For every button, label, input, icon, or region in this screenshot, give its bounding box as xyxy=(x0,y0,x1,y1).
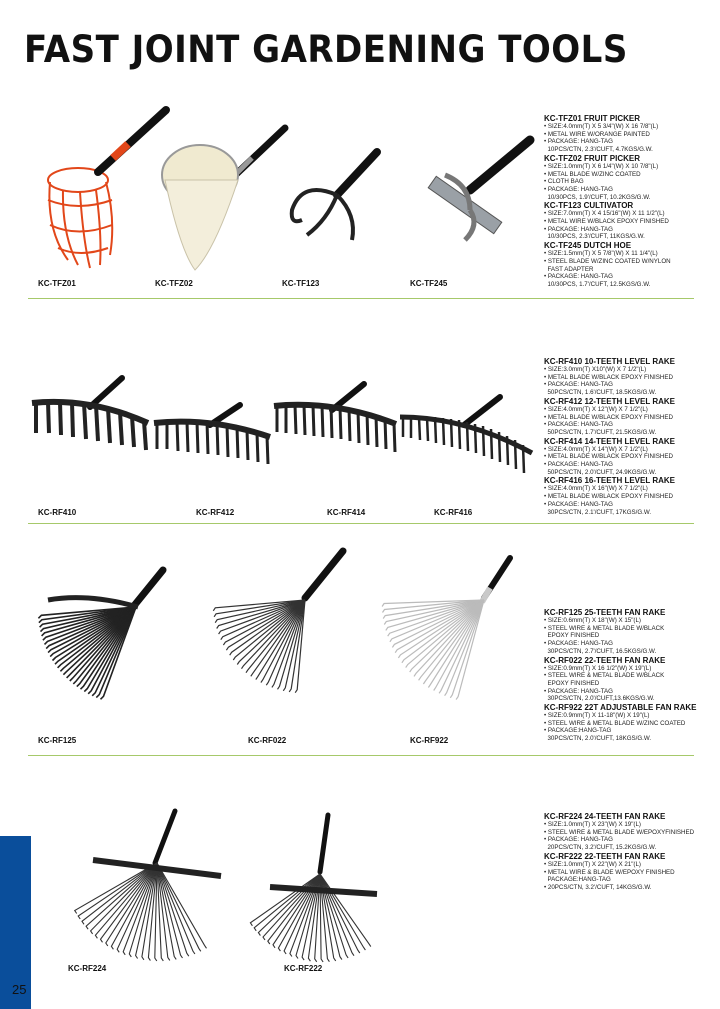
product-spec: KC-RF022 22-TEETH FAN RAKE • SIZE:0.9mm(T) X 16 1/2"(W) X 19"(L) • STEEL WIRE & METAL BLADE W/BLACK EPOXY FINISHED • PACKAGE: HANG-TAG 30PCS/CTN, 2.0'/CUFT,13.6KGS/G.W. xyxy=(544,655,666,703)
product-spec: KC-RF410 10-TEETH LEVEL RAKE • SIZE:3.0mm(T) X10"(W) X 7 1/2"(L) • METAL BLADE W/BLACK EPOXY FINISHED • PACKAGE: HANG-TAG 50PCS/CTN, 1.6'/CUFT, 18.5KGS/G.W. xyxy=(544,357,675,397)
product-spec: KC-RF922 22T ADJUSTABLE FAN RAKE • SIZE:0.9mm(T) X 11-18"(W) X 19"(L) • STEEL WIRE & METAL BLADE W/ZINC COATED • PACKAGE:HANG-TAG 30PCS/CTN, 2.0'/CUFT, 18KGS/G.W. xyxy=(544,703,697,743)
dutch-hoe-image xyxy=(410,130,540,270)
section-divider xyxy=(28,523,694,524)
product-label: KC-RF022 xyxy=(248,736,287,745)
level-rake-14-image xyxy=(272,382,398,462)
section-divider xyxy=(28,755,694,756)
level-rake-12-image xyxy=(152,403,272,473)
fruit-picker-bag-image xyxy=(160,120,290,280)
product-label: KC-TFZ01 xyxy=(38,279,76,288)
page-number: 25 xyxy=(12,982,27,997)
product-spec: KC-RF224 24-TEETH FAN RAKE • SIZE:1.0mm(T) X 23"(W) X 19"(L) • STEEL WIRE & METAL BLADE W/EPOXYFINISHED • PACKAGE: HANG-TAG 20PCS/CTN, 3.2'/CUFT, 15.2KGS/G.W. xyxy=(544,812,695,852)
product-spec: KC-RF125 25-TEETH FAN RAKE • SIZE:0.6mm(T) X 18"(W) X 15"(L) • STEEL WIRE & METAL BLADE W/BLACK EPOXY FINISHED • PACKAGE: HANG-TAG 30PCS/CTN, 2.7'/CUFT, 16.5KGS/G.W. xyxy=(544,608,666,655)
adjustable-fan-rake-image xyxy=(382,550,522,710)
product-spec: KC-RF412 12-TEETH LEVEL RAKE • SIZE:4.0mm(T) X 12"(W) X 7 1/2"(L) • METAL BLADE W/BLACK EPOXY FINISHED • PACKAGE: HANG-TAG 50PCS/CTN, 1.7'/CUFT, 21.5KGS/G.W. xyxy=(544,396,675,436)
product-spec: KC-TF123 CULTIVATOR • SIZE:7.0mm(T) X 4 15/16"(W) X 11 1/2"(L) • METAL WIRE W/BLACK EPOXY FINISHED • PACKAGE: HANG-TAG 10/30PCS, 2.3'/CUFT, 11KGS/G.W. xyxy=(544,201,669,241)
product-label: KC-TF123 xyxy=(282,279,320,288)
product-spec: KC-RF222 22-TEETH FAN RAKE • SIZE:1.0mm(T) X 22"(W) X 21"(L) • METAL WIRE & BLADE W/EPOXY FINISHED PACKAGE:HANG-TAG • 20PCS/CTN, 3.2'/CUFT, 14KGS/G.W. xyxy=(544,851,675,891)
spec-block xyxy=(544,357,712,516)
product-label: KC-RF414 xyxy=(327,508,366,517)
cultivator-image xyxy=(282,140,392,270)
spec-block xyxy=(544,114,712,289)
product-spec: KC-TFZ02 FRUIT PICKER • SIZE:1.0mm(T) X 6 1/4"(W) X 10 7/8"(L) • METAL BLADE W/ZINC COATED • CLOTH BAG • PACKAGE: HANG-TAG 10/30PCS, 1.9'/CUFT, 10.2KGS/G.W. xyxy=(544,153,659,201)
product-spec: KC-TF245 DUTCH HOE • SIZE:1.5mm(T) X 5 7/8"(W) X 11 1/4"(L) • STEEL BLADE W/ZINC COATED W/NYLON FAST ADAPTER • PACKAGE: HANG-TAG 10/30PCS, 1.7'/CUFT, 12.5KGS/G.W. xyxy=(544,241,671,288)
product-label: KC-RF125 xyxy=(38,736,77,745)
product-label: KC-RF416 xyxy=(434,508,473,517)
product-label: KC-TF245 xyxy=(410,279,448,288)
fan-rake-24-image xyxy=(45,808,225,958)
spec-block xyxy=(544,608,712,743)
product-label: KC-RF222 xyxy=(284,964,323,973)
product-spec: KC-TFZ01 FRUIT PICKER • SIZE:4.0mm(T) X 5 3/4"(W) X 16 7/8"(L) • METAL WIRE W/ORANGE PAINTED • PACKAGE: HANG-TAG 10PCS/CTN, 2.3'/CUFT, 4.7KGS/G.W. xyxy=(544,114,659,154)
section-divider xyxy=(28,298,694,299)
product-spec: KC-RF416 16-TEETH LEVEL RAKE • SIZE:4.0mm(T) X 16"(W) X 7 1/2"(L) • METAL BLADE W/BLACK EPOXY FINISHED • PACKAGE: HANG-TAG 30PCS/CTN, 2.1'/CUFT, 17KGS/G.W. xyxy=(544,476,675,516)
fan-rake-22b-image xyxy=(232,812,382,962)
product-label: KC-TFZ02 xyxy=(155,279,193,288)
fruit-picker-wire-image xyxy=(28,100,178,280)
product-label: KC-RF224 xyxy=(68,964,107,973)
page-title: FAST JOINT GARDENING TOOLS xyxy=(24,28,628,71)
product-spec: KC-RF414 14-TEETH LEVEL RAKE • SIZE:4.0mm(T) X 14"(W) X 7 1/2"(L) • METAL BLADE W/BLACK EPOXY FINISHED • PACKAGE: HANG-TAG 50PCS/CTN, 2.0'/CUFT, 24.9KGS/G.W. xyxy=(544,436,675,476)
spec-block xyxy=(544,812,712,892)
product-label: KC-RF412 xyxy=(196,508,235,517)
product-label: KC-RF922 xyxy=(410,736,449,745)
product-label: KC-RF410 xyxy=(38,508,77,517)
fan-rake-25-image xyxy=(28,565,198,705)
level-rake-16-image xyxy=(398,395,534,485)
level-rake-10-image xyxy=(30,375,150,455)
fan-rake-22-image xyxy=(225,548,355,698)
